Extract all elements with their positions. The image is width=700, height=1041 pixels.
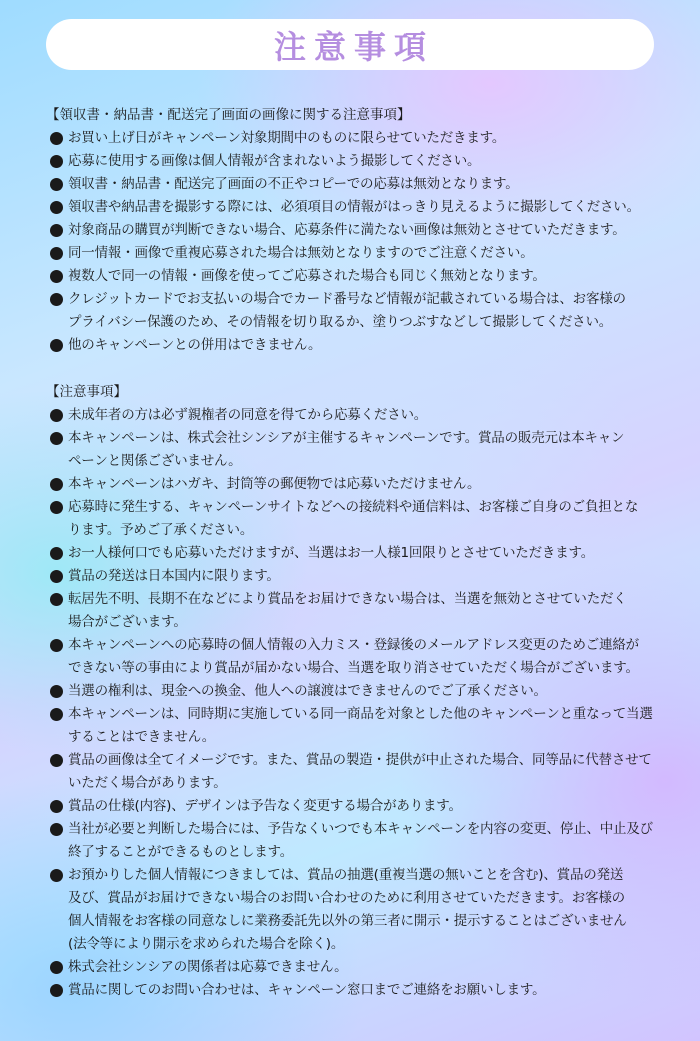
bullet-icon <box>50 639 63 652</box>
notice-item <box>46 404 666 427</box>
bullet-icon <box>50 547 63 560</box>
notice-item-text: 賞品の画像は全てイメージです。また、賞品の製造・提供が中止された場合、同等品に代替させて <box>68 752 652 768</box>
bullet-icon <box>50 409 63 422</box>
bullet-icon <box>50 593 63 606</box>
notice-item <box>46 565 666 588</box>
notice-item-text: クレジットカードでお支払いの場合でカード番号など情報が記載されている場合は、お客様の <box>68 291 626 307</box>
bullet-icon <box>50 478 63 491</box>
bullet-icon <box>50 800 63 813</box>
notice-item <box>46 288 666 334</box>
notice-item <box>46 334 666 357</box>
notice-item-text: 個人情報をお客様の同意なしに業務委託先以外の第三者に開示・提示することはございません <box>68 913 627 929</box>
notice-item <box>46 979 666 1002</box>
notice-item-text: 転居先不明、長期不在などにより賞品をお届けできない場合は、当選を無効とさせていただく <box>68 591 627 607</box>
notice-content <box>46 104 666 1026</box>
page-title: 注意事項 <box>273 27 434 66</box>
notice-item <box>46 588 666 634</box>
notice-item <box>46 956 666 979</box>
bullet-icon <box>50 570 63 583</box>
notice-item-text: お預かりした個人情報につきましては、賞品の抽選(重複当選の無いことを含む)、賞品の発送 <box>68 867 624 883</box>
notice-item-text: できない等の事由により賞品が届かない場合、当選を取り消させていただく場合がございます。 <box>68 660 639 676</box>
notice-item <box>46 864 666 956</box>
bullet-icon <box>50 869 63 882</box>
bullet-icon <box>50 432 63 445</box>
notice-item-text: 未成年者の方は必ず親権者の同意を得てから応募ください。 <box>68 407 428 423</box>
notice-item-text: 領収書や納品書を撮影する際には、必須項目の情報がはっきり見えるように撮影してください。 <box>68 199 640 215</box>
notice-item <box>46 265 666 288</box>
notice-item <box>46 703 666 749</box>
bullet-icon <box>50 132 63 145</box>
notice-item <box>46 473 666 496</box>
bullet-icon <box>50 270 63 283</box>
notice-item <box>46 795 666 818</box>
bullet-icon <box>50 984 63 997</box>
notice-item-text: お買い上げ日がキャンペーン対象期間中のものに限らせていただきます。 <box>68 130 506 146</box>
notice-item-text: プライバシー保護のため、その情報を切り取るか、塗りつぶすなどして撮影してください。 <box>68 314 613 330</box>
notice-item <box>46 818 666 864</box>
bullet-icon <box>50 961 63 974</box>
notice-item <box>46 242 666 265</box>
notice-item-text: 応募時に発生する、キャンペーンサイトなどへの接続料や通信料は、お客様ご自身のご負担とな <box>68 499 639 515</box>
notice-section <box>46 104 666 357</box>
notice-item-text: 応募に使用する画像は個人情報が含まれないよう撮影してください。 <box>68 153 481 169</box>
notice-item-text: 本キャンペーンは、同時期に実施している同一商品を対象とした他のキャンペーンと重なって当選 <box>68 706 653 722</box>
bullet-icon <box>50 708 63 721</box>
notice-item-text: 当選の権利は、現金への換金、他人への譲渡はできませんのでご了承ください。 <box>68 683 547 699</box>
notice-item <box>46 749 666 795</box>
notice-item-text: 賞品の発送は日本国内に限ります。 <box>68 568 280 584</box>
bullet-icon <box>50 685 63 698</box>
notice-item <box>46 219 666 242</box>
notice-item-text: お一人様何口でも応募いただけますが、当選はお一人様1回限りとさせていただきます。 <box>68 545 595 561</box>
notice-item-text: することはできません。 <box>68 729 216 745</box>
notice-item-text: ペーンと関係ございません。 <box>68 453 242 469</box>
notice-item <box>46 496 666 542</box>
bullet-icon <box>50 224 63 237</box>
notice-item <box>46 150 666 173</box>
notice-section <box>46 381 666 1002</box>
notice-item-text: 賞品に関してのお問い合わせは、キャンペーン窓口までご連絡をお願いします。 <box>68 982 546 998</box>
notice-item-text: 領収書・納品書・配送完了画面の不正やコピーでの応募は無効となります。 <box>68 176 519 192</box>
notice-item-text: 対象商品の購買が判断できない場合、応募条件に満たない画像は無効とさせていただきます。 <box>68 222 626 238</box>
notice-item-text: 賞品の仕様(内容)、デザインは予告なく変更する場合があります。 <box>68 798 462 814</box>
notice-item-text: 及び、賞品がお届けできない場合のお問い合わせのために利用させていただきます。お客様の <box>68 890 625 906</box>
section-heading: 【注意事項】 <box>46 384 127 400</box>
bullet-icon <box>50 501 63 514</box>
notice-item-text: 複数人で同一の情報・画像を使ってご応募された場合も同じく無効となります。 <box>68 268 546 284</box>
notice-item-text: いただく場合があります。 <box>68 775 227 791</box>
notice-item-text: 同一情報・画像で重複応募された場合は無効となりますのでご注意ください。 <box>68 245 534 261</box>
notice-item-text: 本キャンペーンはハガキ、封筒等の郵便物では応募いただけません。 <box>68 476 481 492</box>
bullet-icon <box>50 293 63 306</box>
title-banner <box>46 19 654 70</box>
bullet-icon <box>50 339 63 352</box>
notice-item-text: 本キャンペーンへの応募時の個人情報の入力ミス・登録後のメールアドレス変更のためご連絡が <box>68 637 639 653</box>
notice-item-text: 他のキャンペーンとの併用はできません。 <box>68 337 322 353</box>
notice-item-text: 場合がございます。 <box>68 614 187 630</box>
notice-item <box>46 680 666 703</box>
notice-item-text: 本キャンペーンは、株式会社シンシアが主催するキャンペーンです。賞品の販売元は本キャン <box>68 430 625 446</box>
bullet-icon <box>50 155 63 168</box>
notice-item-text: 当社が必要と判断した場合には、予告なくいつでも本キャンペーンを内容の変更、停止、中止及び <box>68 821 653 837</box>
notice-item <box>46 196 666 219</box>
notice-item-text: (法令等により開示を求められた場合を除く)。 <box>68 936 345 952</box>
notice-item <box>46 173 666 196</box>
notice-item-text: 株式会社シンシアの関係者は応募できません。 <box>68 959 348 975</box>
notice-item-text: ります。予めご了承ください。 <box>68 522 254 538</box>
bullet-icon <box>50 823 63 836</box>
bullet-icon <box>50 201 63 214</box>
notice-item-text: 終了することができるものとします。 <box>68 844 294 860</box>
section-heading: 【領収書・納品書・配送完了画面の画像に関する注意事項】 <box>46 107 411 123</box>
notice-item <box>46 542 666 565</box>
notice-item <box>46 427 666 473</box>
bullet-icon <box>50 247 63 260</box>
bullet-icon <box>50 178 63 191</box>
notice-item <box>46 127 666 150</box>
notice-item <box>46 634 666 680</box>
bullet-icon <box>50 754 63 767</box>
